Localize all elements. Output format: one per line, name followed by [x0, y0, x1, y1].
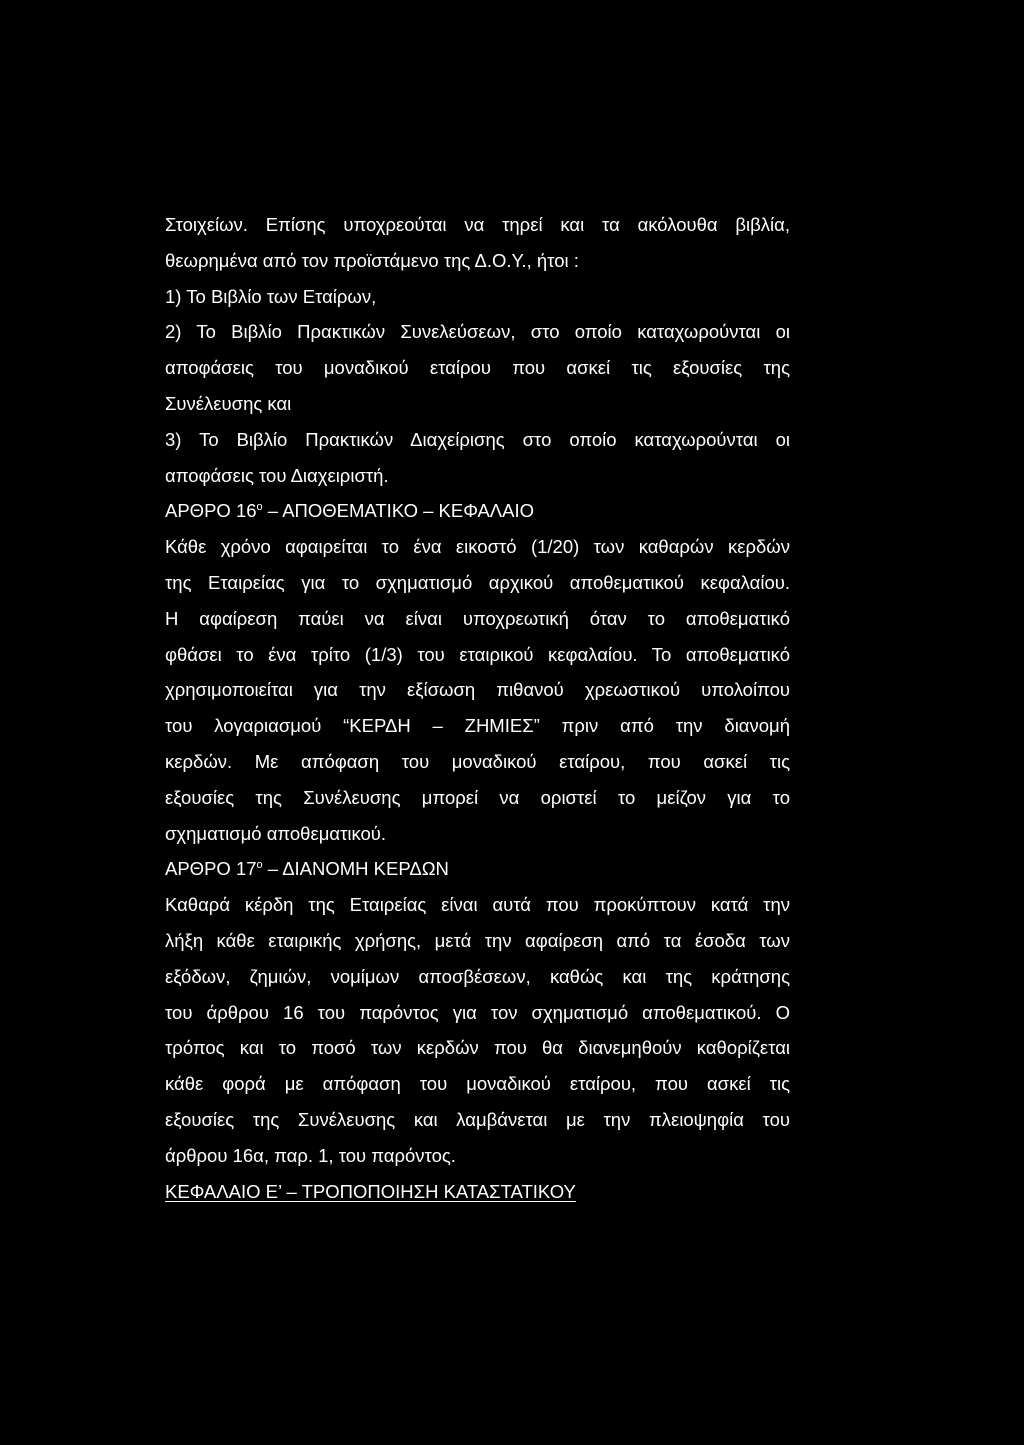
article-17-line: εξουσίες της Συνέλευσης και λαμβάνεται με την πλειοψηφία του	[165, 1108, 790, 1130]
body-line: αποφάσεις του μοναδικού εταίρου που ασκεί τις εξουσίες της	[165, 357, 790, 379]
article-17-line: τρόπος και το ποσό των κερδών που θα διανεμηθούν καθορίζεται	[165, 1037, 790, 1059]
article-17-line: του άρθρου 16 του παρόντος για τον σχηματισμό αποθεματικού. Ο	[165, 1001, 790, 1023]
article-16-line: της Εταιρείας για το σχηματισμό αρχικού αποθεματικού κεφαλαίου.	[165, 571, 790, 593]
body-line: Στοιχείων. Επίσης υποχρεούται να τηρεί και τα ακόλουθα βιβλία,	[165, 214, 790, 235]
article-16-line: Κάθε χρόνο αφαιρείται το ένα εικοστό (1/20) των καθαρών κερδών	[165, 536, 790, 558]
body-line: θεωρημένα από τον προϊστάμενο της Δ.Ο.Υ., ήτοι :	[165, 249, 579, 271]
article-16-heading-title: – ΑΠΟΘΕΜΑΤΙΚΟ – ΚΕΦΑΛΑΙΟ	[262, 500, 535, 522]
document-body	[165, 207, 790, 1209]
article-16-line: κερδών. Με απόφαση του μοναδικού εταίρου, που ασκεί τις	[165, 750, 790, 772]
article-16-line: σχηματισμό αποθεματικού.	[165, 822, 387, 844]
article-17-heading-text: ΑΡΘΡΟ 17	[165, 858, 257, 880]
article-16-line: χρησιμοποιείται για την εξίσωση πιθανού χρεωστικού υπολοίπου	[165, 679, 790, 701]
article-16-line: φθάσει το ένα τρίτο (1/3) του εταιρικού κεφαλαίου. Το αποθεματικό	[165, 643, 790, 665]
article-16-line: του λογαριασμού “ΚΕΡΔΗ – ΖΗΜΙΕΣ” πριν από την διανομή	[165, 715, 790, 737]
body-line: 2) Το Βιβλίο Πρακτικών Συνελεύσεων, στο οποίο καταχωρούνται οι	[165, 321, 790, 343]
article-17-line: εξόδων, ζημιών, νομίμων αποσβέσεων, καθώς και της κράτησης	[165, 965, 790, 987]
article-16-line: Η αφαίρεση παύει να είναι υποχρεωτική όταν το αποθεματικό	[165, 607, 790, 629]
article-17-line: λήξη κάθε εταιρικής χρήσης, μετά την αφαίρεση από τα έσοδα των	[165, 929, 790, 951]
article-17-heading	[165, 851, 790, 887]
article-16-heading-ordinal: ο	[256, 501, 263, 514]
body-line: Συνέλευσης και	[165, 392, 292, 414]
article-16-line: εξουσίες της Συνέλευσης μπορεί να οριστεί το μείζον για το	[165, 786, 790, 808]
article-17-line: άρθρου 16α, παρ. 1, του παρόντος.	[165, 1144, 456, 1166]
article-17-line: κάθε φορά με απόφαση του μοναδικού εταίρου, που ασκεί τις	[165, 1073, 790, 1095]
article-17-heading-title: – ΔΙΑΝΟΜΗ ΚΕΡΔΩΝ	[262, 858, 449, 880]
body-line: 1) Το Βιβλίο των Εταίρων,	[165, 285, 377, 307]
body-line: αποφάσεις του Διαχειριστή.	[165, 464, 389, 486]
article-16-heading-text: ΑΡΘΡΟ 16	[165, 500, 257, 522]
body-line: 3) Το Βιβλίο Πρακτικών Διαχείρισης στο οποίο καταχωρούνται οι	[165, 428, 790, 450]
article-17-heading-ordinal: ο	[256, 859, 263, 872]
chapter-heading: ΚΕΦΑΛΑΙΟ Ε’ – ΤΡΟΠΟΠΟΙΗΣΗ ΚΑΤΑΣΤΑΤΙΚΟΥ	[165, 1180, 576, 1202]
article-16-heading	[165, 493, 790, 529]
article-17-line: Καθαρά κέρδη της Εταιρείας είναι αυτά που προκύπτουν κατά την	[165, 894, 790, 916]
